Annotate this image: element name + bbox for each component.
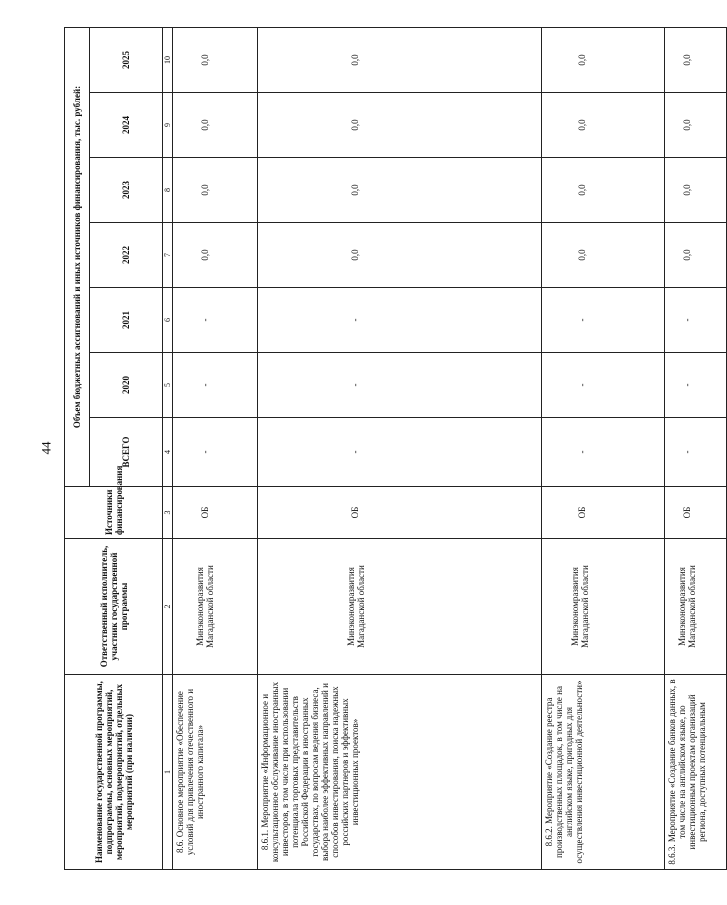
column-number: 2 xyxy=(163,539,173,675)
row-value: 0,0 xyxy=(542,93,665,158)
header-year: 2020 xyxy=(90,353,163,418)
row-value: 0,0 xyxy=(173,223,258,288)
table-row xyxy=(173,27,258,869)
header-volume: Объем бюджетных ассигнований и иных источников финансирования, тыс. рублей: xyxy=(65,27,90,486)
column-number: 5 xyxy=(163,353,173,418)
rotated-table-container xyxy=(64,28,707,870)
column-number: 7 xyxy=(163,223,173,288)
table-row xyxy=(665,27,727,869)
header-name: Наименование государственной программы, подпрограммы, основных мероприятий, мероприятий, подмероприятий, отдельных мероприятий (при наличии) xyxy=(65,675,163,870)
row-name: 8.6. Основное мероприятие «Обеспечение условий для привлечения отечественного и иностранного капитала» xyxy=(173,675,258,870)
table-row xyxy=(258,27,542,869)
header-year: ВСЕГО xyxy=(90,418,163,487)
row-value: - xyxy=(258,288,542,353)
row-value: - xyxy=(542,288,665,353)
row-value: 0,0 xyxy=(542,223,665,288)
column-number-row xyxy=(163,27,173,869)
row-value: - xyxy=(665,288,727,353)
table-row xyxy=(542,27,665,869)
column-number: 10 xyxy=(163,27,173,92)
row-value: 0,0 xyxy=(258,93,542,158)
row-value: 0,0 xyxy=(665,27,727,92)
row-source: ОБ xyxy=(173,487,258,539)
header-year: 2025 xyxy=(90,27,163,92)
row-name: 8.6.1. Мероприятие «Информационное и консультационное обслуживание иностранных инвесторов, в том числе при использовании потенциала торговых представительств Российской Федерации в иностранных государствах, по вопросам ведения бизнеса, выбора наиболее эффективных направлений и способов инвестирования, поиска надежных российских партнеров и эффективных инвестиционных проектов» xyxy=(258,675,542,870)
header-year: 2024 xyxy=(90,93,163,158)
column-number: 8 xyxy=(163,158,173,223)
row-responsible: Минэкономразвития Магаданской области xyxy=(542,539,665,675)
row-value: 0,0 xyxy=(258,158,542,223)
row-value: 0,0 xyxy=(258,27,542,92)
column-number: 1 xyxy=(163,675,173,870)
row-value: - xyxy=(542,418,665,487)
row-value: - xyxy=(665,353,727,418)
header-year: 2023 xyxy=(90,158,163,223)
row-value: - xyxy=(258,418,542,487)
row-value: 0,0 xyxy=(665,223,727,288)
row-value: - xyxy=(173,418,258,487)
row-responsible: Минэкономразвития Магаданской области xyxy=(665,539,727,675)
row-value: - xyxy=(173,288,258,353)
row-value: 0,0 xyxy=(173,27,258,92)
header-responsible: Ответственный исполнитель, участник государственной программы xyxy=(65,539,163,675)
header-year: 2022 xyxy=(90,223,163,288)
column-number: 6 xyxy=(163,288,173,353)
row-value: 0,0 xyxy=(258,223,542,288)
row-value: 0,0 xyxy=(173,158,258,223)
row-responsible: Минэкономразвития Магаданской области xyxy=(258,539,542,675)
row-value: - xyxy=(665,418,727,487)
row-name: 8.6.2. Мероприятие «Создание реестра производственных площадок, в том числе на английском языке, пригодных для осуществления инвестиционной деятельности» xyxy=(542,675,665,870)
row-source: ОБ xyxy=(542,487,665,539)
row-source: ОБ xyxy=(258,487,542,539)
column-number: 4 xyxy=(163,418,173,487)
row-source: ОБ xyxy=(665,487,727,539)
page-number: 44 xyxy=(38,441,54,455)
row-value: 0,0 xyxy=(542,158,665,223)
row-value: 0,0 xyxy=(665,158,727,223)
header-year: 2021 xyxy=(90,288,163,353)
row-responsible: Минэкономразвития Магаданской области xyxy=(173,539,258,675)
financing-table xyxy=(64,27,727,870)
row-value: 0,0 xyxy=(665,93,727,158)
column-number: 3 xyxy=(163,487,173,539)
row-value: - xyxy=(542,353,665,418)
column-number: 9 xyxy=(163,93,173,158)
row-value: - xyxy=(258,353,542,418)
row-value: 0,0 xyxy=(173,93,258,158)
row-value: 0,0 xyxy=(542,27,665,92)
header-source: Источники финансирования xyxy=(65,487,163,539)
row-value: - xyxy=(173,353,258,418)
row-name: 8.6.3. Мероприятие «Создание банков данных, в том числе на английском языке, по инвестиционным проектам организаций региона, доступных потенциальным xyxy=(665,675,727,870)
